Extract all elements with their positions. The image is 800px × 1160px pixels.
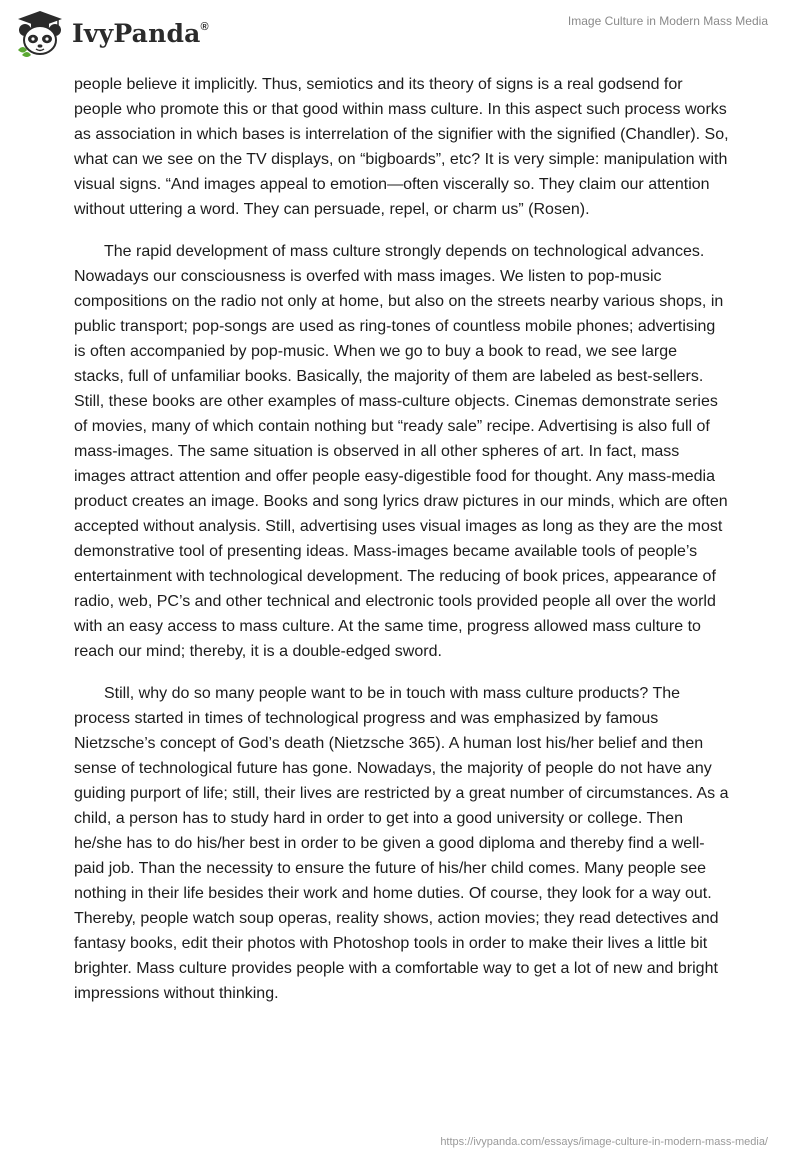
source-url-link[interactable]: https://ivypanda.com/essays/image-culture-in-modern-mass-media/ [440,1136,768,1148]
panda-graduation-cap-icon [14,8,66,58]
brand-name: IvyPanda® [72,18,209,48]
brand-logo[interactable] [14,8,209,58]
paragraph: people believe it implicitly. Thus, semiotics and its theory of signs is a real godsend for people who promote this or that good within mass culture. In this aspect such process works as association in which bases is interrelation of the signifier with the signified (Chandler). So, what can we see on the TV displays, on “bigboards”, etc? It is very simple: manipulation with visual signs. “And images appeal to emotion—often viscerally so. They claim our attention without uttering a word. They can persuade, repel, or charm us” (Rosen). [74,76,729,218]
document-title: Image Culture in Modern Mass Media [567,14,768,28]
paragraph: The rapid development of mass culture strongly depends on technological advances. Nowadays our consciousness is overfed with mass images. We listen to pop-music compositions on the radio not only at home, but also on the streets nearby various shops, in public transport; pop-songs are used as ring-tones of countless mobile phones; advertising is often accompanied by pop-music. When we go to buy a book to read, we see large stacks, full of unfamiliar books. Basically, the majority of them are labeled as best-sellers. Still, these books are other examples of mass-culture objects. Cinemas demonstrate series of movies, many of which contain nothing but “ready sale” recipe. Advertising is also full of mass-images. The same situation is observed in all other spheres of art. In fact, mass images attract attention and offer people easy-digestible food for thought. Any mass-media product creates an image. Books and song lyrics draw pictures in our minds, which are often accepted without analysis. Still, advertising uses visual images as long as they are the most demonstrative tool of presenting ideas. Mass-images became available tools of people’s entertainment with technological development. The reducing of book prices, appearance of radio, web, PC’s and other technical and electronic tools provided people all over the world with an easy access to mass culture. At the same time, progress allowed mass culture to reach our mind; thereby, it is a double-edged sword. [74,243,728,660]
paragraph: Still, why do so many people want to be in touch with mass culture products? The process started in times of technological progress and was emphasized by famous Nietzsche’s concept of God’s death (Nietzsche 365). A human lost his/her belief and then sense of technological future has gone. Nowadays, the majority of people do not have any guiding purport of life; still, their lives are restricted by a great number of circumstances. As a child, a person has to study hard in order to get into a good university or college. Then he/she has to do his/her best in order to be given a good diploma and thereby find a well-paid job. Than the necessity to ensure the future of his/her child comes. Many people see nothing in their life besides their work and home duties. Of course, they look for a way out. Thereby, people watch soup operas, reality shows, action movies; they read detectives and fantasy books, edit their photos with Photoshop tools in order to make their lives a little bit brighter. Mass culture provides people with a comfortable way to get a lot of new and bright impressions without thinking. [74,685,729,1002]
registered-mark: ® [200,20,209,33]
page-header [0,0,800,70]
essay-body [74,72,729,1023]
